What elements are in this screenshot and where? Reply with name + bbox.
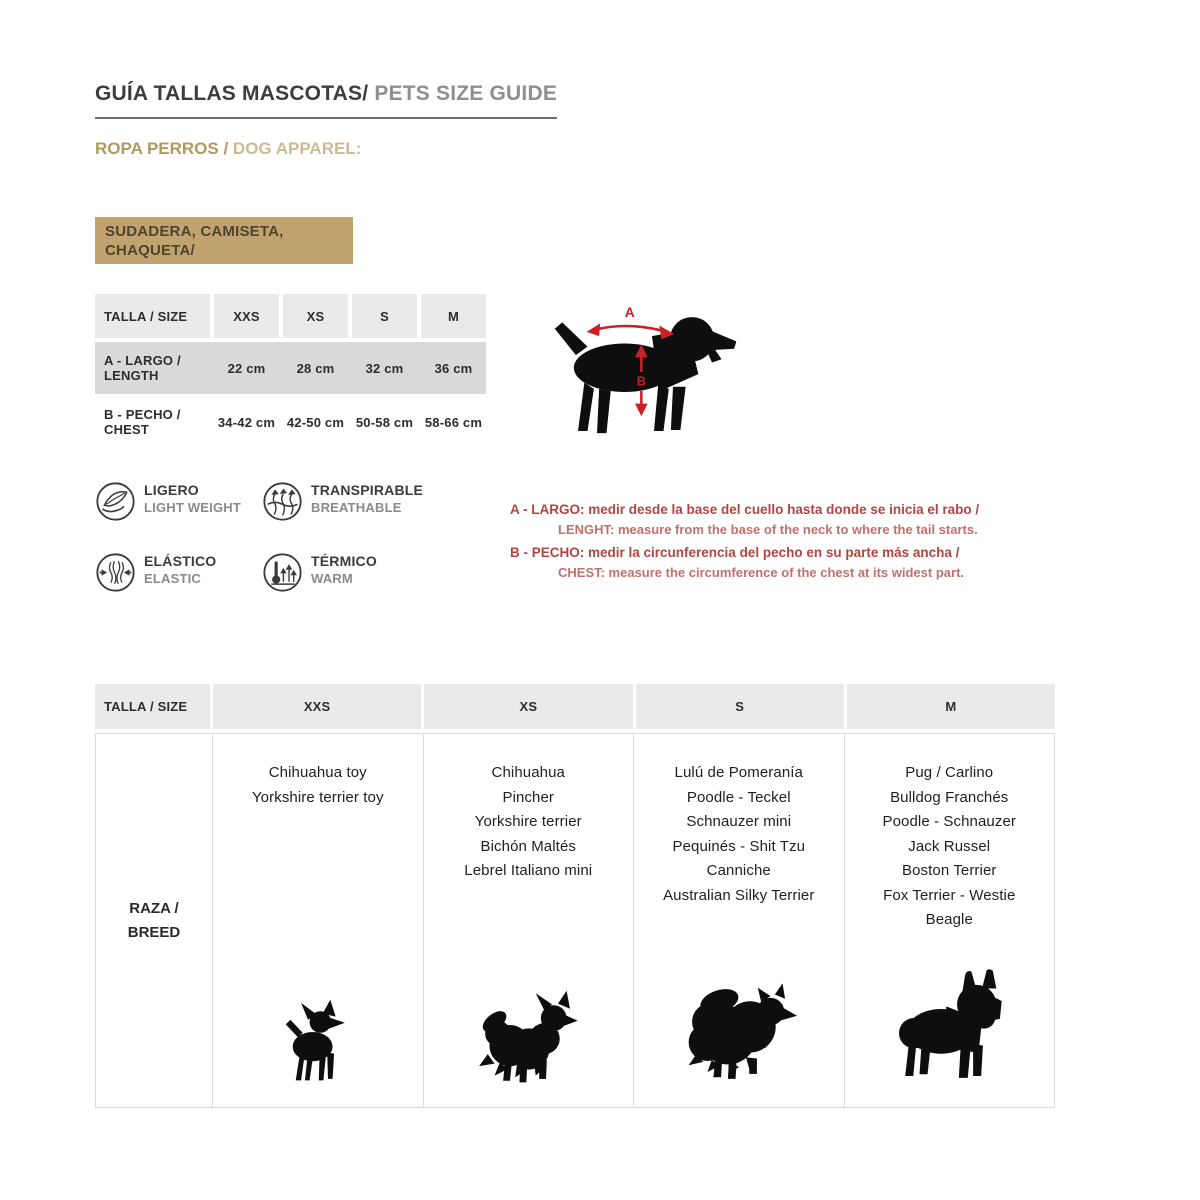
size-table-header-s: S [352,294,417,338]
chest-xs: 42-50 cm [286,414,345,430]
length-m: 36 cm [434,360,473,376]
length-row-label: A - LARGO / LENGTH [104,353,181,383]
chest-xxs: 34-42 cm [217,414,276,430]
labrador-silhouette-icon [548,296,760,449]
elastic-stretch-icon [95,552,136,593]
feature-label-en: WARM [311,571,353,586]
feature-label-en: LIGHT WEIGHT [144,500,241,515]
breed-item: Beagle [925,911,973,928]
breed-table [95,684,1055,1108]
breed-list-xs [464,734,592,884]
arrow-label-a: A [624,305,635,321]
breathable-airflow-icon [262,481,303,522]
feature-label-es: ELÁSTICO [144,553,217,569]
breed-table-header-label: TALLA / SIZE [95,684,210,729]
note-length-en: LENGHT: measure from the base of the neck to where the tail starts. [558,522,978,537]
breed-item: Yorkshire terrier toy [251,788,384,806]
breed-list-m [882,734,1016,933]
french-bulldog-silhouette-icon [882,967,1016,1085]
measure-diagram [548,296,760,449]
breed-column-m [844,734,1055,1107]
breed-table-body [95,733,1055,1108]
page-title-es: GUÍA TALLAS MASCOTAS/ [95,82,369,105]
length-row [95,342,486,394]
subtitle-en: DOG APPAREL: [232,139,362,158]
category-en: SWEATSHIRT, T-SHIRT, JACKET [105,261,341,278]
breed-column-s [633,734,844,1107]
arrow-label-b: B [636,374,646,389]
breed-item: Pincher [502,788,555,806]
size-table-header-row [95,294,486,338]
chest-m: 58-66 cm [424,414,483,430]
breed-item: Bichón Maltés [480,837,576,855]
breed-table-header-m: M [847,684,1055,729]
breed-table-header-xs: XS [424,684,632,729]
breed-row-label [96,734,212,1107]
breed-item: Canniche [706,862,771,879]
note-chest-en: CHEST: measure the circumference of the chest at its widest part. [558,565,965,580]
breed-list-xxs [252,734,384,810]
breed-table-header-row [95,684,1055,729]
feather-in-hand-icon [95,481,136,522]
breed-item: Fox Terrier - Westie [883,886,1016,904]
breed-column-xxs [212,734,423,1107]
breed-item: Chihuahua toy [268,764,367,781]
chest-s: 50-58 cm [355,414,414,430]
length-xs: 28 cm [296,360,335,376]
breed-item: Pug / Carlino [905,764,994,781]
breed-column-xs [423,734,634,1107]
breed-row-label-en: BREED [127,923,181,941]
size-table-header-m: M [421,294,486,338]
longhair-chihuahua-silhouette-icon [472,989,584,1085]
breed-item: Chihuahua [491,764,565,781]
feature-breathable [262,481,423,522]
chest-row [95,398,486,446]
pomeranian-silhouette-icon [675,979,803,1085]
breed-table-header-s: S [636,684,844,729]
breed-item: Jack Russel [908,837,991,855]
breed-item: Schnauzer mini [686,813,792,830]
feature-label-en: ELASTIC [144,571,202,586]
breed-item: Poodle - Schnauzer [882,813,1017,830]
breed-row-label-es: RAZA / [129,899,179,917]
page-title-en: PETS SIZE GUIDE [368,82,558,105]
feature-warm [262,552,377,593]
breed-item: Yorkshire terrier [474,813,582,830]
length-s: 32 cm [365,360,404,376]
thermometer-warm-icon [262,552,303,593]
breed-item: Lebrel Italiano mini [464,862,593,879]
category-es: SUDADERA, CAMISETA, CHAQUETA/ [105,223,284,259]
section-subtitle [95,139,361,159]
size-table [95,294,486,446]
category-banner [95,217,353,278]
subtitle-es: ROPA PERROS / [95,139,233,158]
breed-list-s [663,734,814,908]
breed-item: Poodle - Teckel [686,788,791,806]
breed-item: Australian Silky Terrier [663,886,815,904]
breed-table-header-xxs: XXS [213,684,421,729]
size-table-header-label: TALLA / SIZE [95,294,210,338]
chest-row-label: B - PECHO / CHEST [104,407,181,437]
size-table-header-xs: XS [283,294,348,338]
page-title [95,82,557,119]
breed-item: Pequinés - Shit Tzu [672,837,806,855]
feature-label-es: TRANSPIRABLE [311,482,424,498]
feature-label-es: LIGERO [144,482,199,498]
note-pecho-es: B - PECHO: medir la circunferencia del pecho en su parte más ancha / [510,545,960,560]
breed-item: Bulldog Franchés [890,788,1009,806]
breed-item: Lulú de Pomeranía [674,764,803,781]
size-table-header-xxs: XXS [214,294,279,338]
measurement-notes [510,500,980,586]
length-xxs: 22 cm [227,360,266,376]
feature-elastic [95,552,216,593]
chihuahua-silhouette-icon [279,999,357,1085]
feature-label-en: BREATHABLE [311,500,402,515]
feature-label-es: TÉRMICO [311,553,377,569]
note-largo-es: A - LARGO: medir desde la base del cuello hasta donde se inicia el rabo / [510,502,980,517]
feature-lightweight [95,481,241,522]
breed-item: Boston Terrier [902,862,997,879]
